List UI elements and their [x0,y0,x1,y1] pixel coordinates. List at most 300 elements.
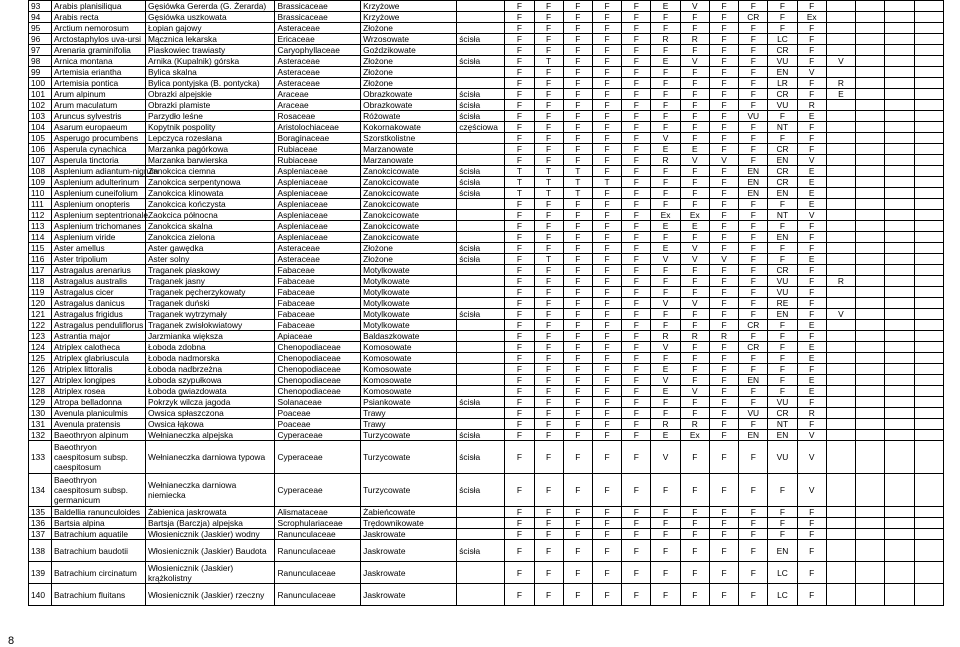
status-cell [885,199,914,210]
protection-status [457,287,505,298]
status-cell: VU [768,441,797,474]
status-cell: F [651,78,680,89]
status-cell: Ex [680,210,709,221]
status-cell: F [563,331,592,342]
status-cell: F [505,122,534,133]
family-latin: Fabaceae [275,298,361,309]
family-latin: Fabaceae [275,287,361,298]
polish-name: Łoboda nadmorska [145,353,275,364]
row-number: 101 [29,89,52,100]
row-number: 117 [29,265,52,276]
table-row [29,474,944,507]
family-latin: Fabaceae [275,320,361,331]
status-cell: F [592,562,621,584]
family-latin: Brassicaceae [275,12,361,23]
status-cell: F [563,408,592,419]
status-cell: F [534,78,563,89]
status-cell: F [739,122,768,133]
status-cell: V [680,386,709,397]
status-cell: F [505,23,534,34]
family-latin: Chenopodiaceae [275,353,361,364]
status-cell [856,375,885,386]
polish-name: Traganek zwisłokwiatowy [145,320,275,331]
status-cell: R [651,331,680,342]
status-cell [914,56,943,67]
row-number: 124 [29,342,52,353]
status-cell: F [622,529,651,540]
latin-name: Arabis planisiliqua [51,1,145,12]
table-row [29,265,944,276]
status-cell: F [680,287,709,298]
status-cell: F [592,221,621,232]
status-cell: F [622,518,651,529]
status-cell: F [505,364,534,375]
family-polish: Złożone [361,254,457,265]
status-cell: F [709,243,738,254]
status-cell: F [709,100,738,111]
status-cell: F [797,133,826,144]
latin-name: Asplenium viride [51,232,145,243]
protection-status: ścisła [457,254,505,265]
status-cell [885,144,914,155]
family-latin: Ranunculaceae [275,562,361,584]
status-cell [885,1,914,12]
status-cell: F [709,12,738,23]
status-cell: F [680,584,709,606]
row-number: 110 [29,188,52,199]
family-polish: Jaskrowate [361,584,457,606]
latin-name: Asperugo procumbens [51,133,145,144]
status-cell: F [563,254,592,265]
status-cell: F [709,298,738,309]
status-cell [914,100,943,111]
status-cell: EN [739,166,768,177]
status-cell: F [739,276,768,287]
status-cell [826,23,855,34]
status-cell: F [592,56,621,67]
status-cell: F [680,320,709,331]
status-cell [885,287,914,298]
family-polish: Baldaszkowate [361,331,457,342]
status-cell: F [563,529,592,540]
status-cell: F [739,298,768,309]
status-cell: F [680,12,709,23]
family-polish: Turzycowate [361,474,457,507]
protection-status [457,562,505,584]
status-cell: F [709,474,738,507]
status-cell: F [651,67,680,78]
table-row [29,155,944,166]
status-cell: T [534,166,563,177]
status-cell [885,12,914,23]
latin-name: Asplenium adulterinum [51,177,145,188]
status-cell: F [651,166,680,177]
status-cell: F [797,265,826,276]
status-cell [914,441,943,474]
latin-name: Asperula tinctoria [51,155,145,166]
table-row [29,210,944,221]
polish-name: Zanokcica serpentynowa [145,177,275,188]
status-cell: F [768,133,797,144]
protection-status [457,276,505,287]
status-cell [856,232,885,243]
status-cell: F [592,78,621,89]
family-polish: Żabieńcowate [361,507,457,518]
status-cell [856,364,885,375]
status-cell [856,430,885,441]
family-latin: Apiaceae [275,331,361,342]
status-cell [914,353,943,364]
status-cell: F [622,122,651,133]
family-latin: Aristolochiaceae [275,122,361,133]
status-cell: F [534,133,563,144]
polish-name: Wełnianeczka darniowa niemiecka [145,474,275,507]
status-cell: EN [768,430,797,441]
family-polish: Zanokcicowate [361,210,457,221]
table-row [29,507,944,518]
status-cell: F [505,408,534,419]
family-polish: Szorstkolistne [361,133,457,144]
status-cell: F [505,144,534,155]
status-cell: F [680,265,709,276]
status-cell: F [622,562,651,584]
family-latin: Ranunculaceae [275,529,361,540]
status-cell: F [739,265,768,276]
status-cell: F [563,265,592,276]
status-cell [914,122,943,133]
status-cell: F [622,89,651,100]
status-cell [856,320,885,331]
status-cell: F [534,111,563,122]
family-polish: Zanokcicowate [361,199,457,210]
status-cell [826,364,855,375]
status-cell: F [797,276,826,287]
status-cell: F [622,232,651,243]
status-cell: F [563,232,592,243]
table-row [29,529,944,540]
status-cell [856,144,885,155]
status-cell: CR [768,166,797,177]
status-cell: F [563,287,592,298]
status-cell: F [592,144,621,155]
status-cell: F [505,386,534,397]
status-cell [885,320,914,331]
status-cell: F [797,518,826,529]
latin-name: Baeothryon caespitosum subsp. caespitosum [51,441,145,474]
status-cell: F [739,221,768,232]
row-number: 116 [29,254,52,265]
family-polish: Obrazkowate [361,89,457,100]
status-cell: F [592,254,621,265]
table-row [29,320,944,331]
family-latin: Cyperaceae [275,474,361,507]
status-cell: F [505,287,534,298]
status-cell: R [709,331,738,342]
status-cell: F [768,199,797,210]
status-cell: F [505,210,534,221]
table-row [29,243,944,254]
status-cell: F [534,375,563,386]
status-cell [914,375,943,386]
protection-status [457,529,505,540]
status-cell [914,309,943,320]
status-cell: F [592,100,621,111]
status-cell: F [797,529,826,540]
page-number: 8 [8,635,15,647]
status-cell [885,254,914,265]
family-latin: Aspleniaceae [275,210,361,221]
status-cell: F [534,386,563,397]
latin-name: Atriplex glabriuscula [51,353,145,364]
family-polish: Zanokcicowate [361,221,457,232]
status-cell: F [505,1,534,12]
protection-status [457,155,505,166]
status-cell: F [709,221,738,232]
protection-status: ścisła [457,309,505,320]
status-cell [856,56,885,67]
family-polish: Trawy [361,419,457,430]
protection-status [457,584,505,606]
status-cell [856,265,885,276]
status-cell: F [680,408,709,419]
status-cell: E [651,1,680,12]
table-row [29,364,944,375]
family-polish: Złożone [361,78,457,89]
status-cell: F [797,309,826,320]
status-cell: F [651,287,680,298]
status-cell: T [592,177,621,188]
status-cell [826,34,855,45]
status-cell: F [592,342,621,353]
status-cell: F [505,375,534,386]
status-cell: F [680,122,709,133]
family-polish: Komosowate [361,353,457,364]
family-latin: Poaceae [275,408,361,419]
status-cell: F [505,221,534,232]
family-latin: Araceae [275,89,361,100]
polish-name: Żabienica jaskrowata [145,507,275,518]
protection-status [457,199,505,210]
status-cell [914,89,943,100]
family-latin: Ericaceae [275,34,361,45]
status-cell: F [505,474,534,507]
status-cell [885,56,914,67]
protection-status: ścisła [457,166,505,177]
family-polish: Motylkowate [361,309,457,320]
status-cell: F [651,12,680,23]
status-cell [826,100,855,111]
status-cell: F [505,276,534,287]
polish-name: Jarzmianka większa [145,331,275,342]
status-cell: F [680,45,709,56]
status-cell: F [505,507,534,518]
protection-status: ścisła [457,177,505,188]
status-cell: F [680,276,709,287]
status-cell: F [739,199,768,210]
family-polish: Różowate [361,111,457,122]
status-cell: F [563,518,592,529]
protection-status: ścisła [457,430,505,441]
polish-name: Pokrzyk wilcza jagoda [145,397,275,408]
status-cell [885,210,914,221]
row-number: 128 [29,386,52,397]
status-cell: E [651,243,680,254]
latin-name: Baldellia ranunculoides [51,507,145,518]
status-cell [856,419,885,430]
status-cell: F [709,166,738,177]
status-cell: T [563,166,592,177]
row-number: 136 [29,518,52,529]
protection-status [457,67,505,78]
status-cell: EN [739,177,768,188]
status-cell: F [622,111,651,122]
status-cell: CR [768,177,797,188]
status-cell: F [534,331,563,342]
status-cell: F [651,540,680,562]
status-cell [885,397,914,408]
table-row [29,111,944,122]
status-cell: F [680,518,709,529]
status-cell: T [505,166,534,177]
status-cell: R [651,155,680,166]
status-cell: F [797,331,826,342]
status-cell: F [709,518,738,529]
status-cell [826,221,855,232]
status-cell [826,298,855,309]
status-cell: F [739,474,768,507]
status-cell: F [563,100,592,111]
status-cell [856,254,885,265]
polish-name: Arnika (Kupalnik) górska [145,56,275,67]
status-cell: F [563,122,592,133]
status-cell: F [563,210,592,221]
status-cell: F [592,111,621,122]
status-cell: F [797,364,826,375]
table-row [29,221,944,232]
latin-name: Arenaria graminifolia [51,45,145,56]
status-cell: F [505,309,534,320]
row-number: 109 [29,177,52,188]
status-cell: F [563,144,592,155]
status-cell: F [797,419,826,430]
status-cell: F [505,89,534,100]
status-cell [914,78,943,89]
status-cell: F [534,287,563,298]
status-cell [914,562,943,584]
status-cell: VU [768,287,797,298]
status-cell: F [797,298,826,309]
status-cell: F [651,309,680,320]
status-cell: F [534,320,563,331]
status-cell: F [534,276,563,287]
protection-status: ścisła [457,100,505,111]
status-cell: F [622,1,651,12]
status-cell: VU [739,408,768,419]
family-latin: Chenopodiaceae [275,342,361,353]
status-cell [885,364,914,375]
family-polish: Krzyżowe [361,1,457,12]
status-cell: V [797,441,826,474]
status-cell: Ex [797,12,826,23]
status-cell: F [563,353,592,364]
status-cell: F [680,562,709,584]
status-cell: F [680,309,709,320]
status-cell: F [622,23,651,34]
status-cell: F [709,507,738,518]
status-cell: F [680,364,709,375]
polish-name: Marzanka barwierska [145,155,275,166]
status-cell [826,529,855,540]
status-cell: F [739,364,768,375]
protection-status [457,221,505,232]
status-cell [826,397,855,408]
status-cell [914,419,943,430]
status-cell: F [592,320,621,331]
row-number: 111 [29,199,52,210]
status-cell: E [797,111,826,122]
status-cell: CR [768,89,797,100]
status-cell: F [768,331,797,342]
status-cell: F [768,1,797,12]
status-cell: F [592,419,621,430]
family-polish: Zanokcicowate [361,166,457,177]
status-cell: F [739,67,768,78]
status-cell: F [709,287,738,298]
status-cell: F [680,232,709,243]
status-cell [885,386,914,397]
polish-name: Owsica łąkowa [145,419,275,430]
status-cell: F [505,111,534,122]
family-polish: Kokornakowate [361,122,457,133]
status-cell: F [622,408,651,419]
status-cell: F [592,265,621,276]
status-cell: F [563,67,592,78]
status-cell: F [622,199,651,210]
status-cell: F [622,56,651,67]
status-cell [885,342,914,353]
family-latin: Rubiaceae [275,144,361,155]
polish-name: Zanokcica zielona [145,232,275,243]
status-cell: F [797,507,826,518]
row-number: 103 [29,111,52,122]
protection-status [457,23,505,34]
status-cell: R [826,78,855,89]
status-cell: F [651,100,680,111]
status-cell: F [563,562,592,584]
family-polish: Komosowate [361,386,457,397]
status-cell: F [534,441,563,474]
status-cell: V [651,133,680,144]
status-cell [856,221,885,232]
latin-name: Atriplex longipes [51,375,145,386]
polish-name: Traganek jasny [145,276,275,287]
status-cell: V [651,298,680,309]
status-cell: LC [768,562,797,584]
family-polish: Komosowate [361,364,457,375]
protection-status [457,518,505,529]
status-cell: F [709,320,738,331]
status-cell: E [797,342,826,353]
status-cell [914,12,943,23]
protection-status: ścisła [457,540,505,562]
status-cell: F [709,386,738,397]
family-latin: Aspleniaceae [275,232,361,243]
status-cell: F [534,89,563,100]
family-polish: Psiankowate [361,397,457,408]
status-cell: F [622,298,651,309]
status-cell: F [534,408,563,419]
status-cell [856,353,885,364]
